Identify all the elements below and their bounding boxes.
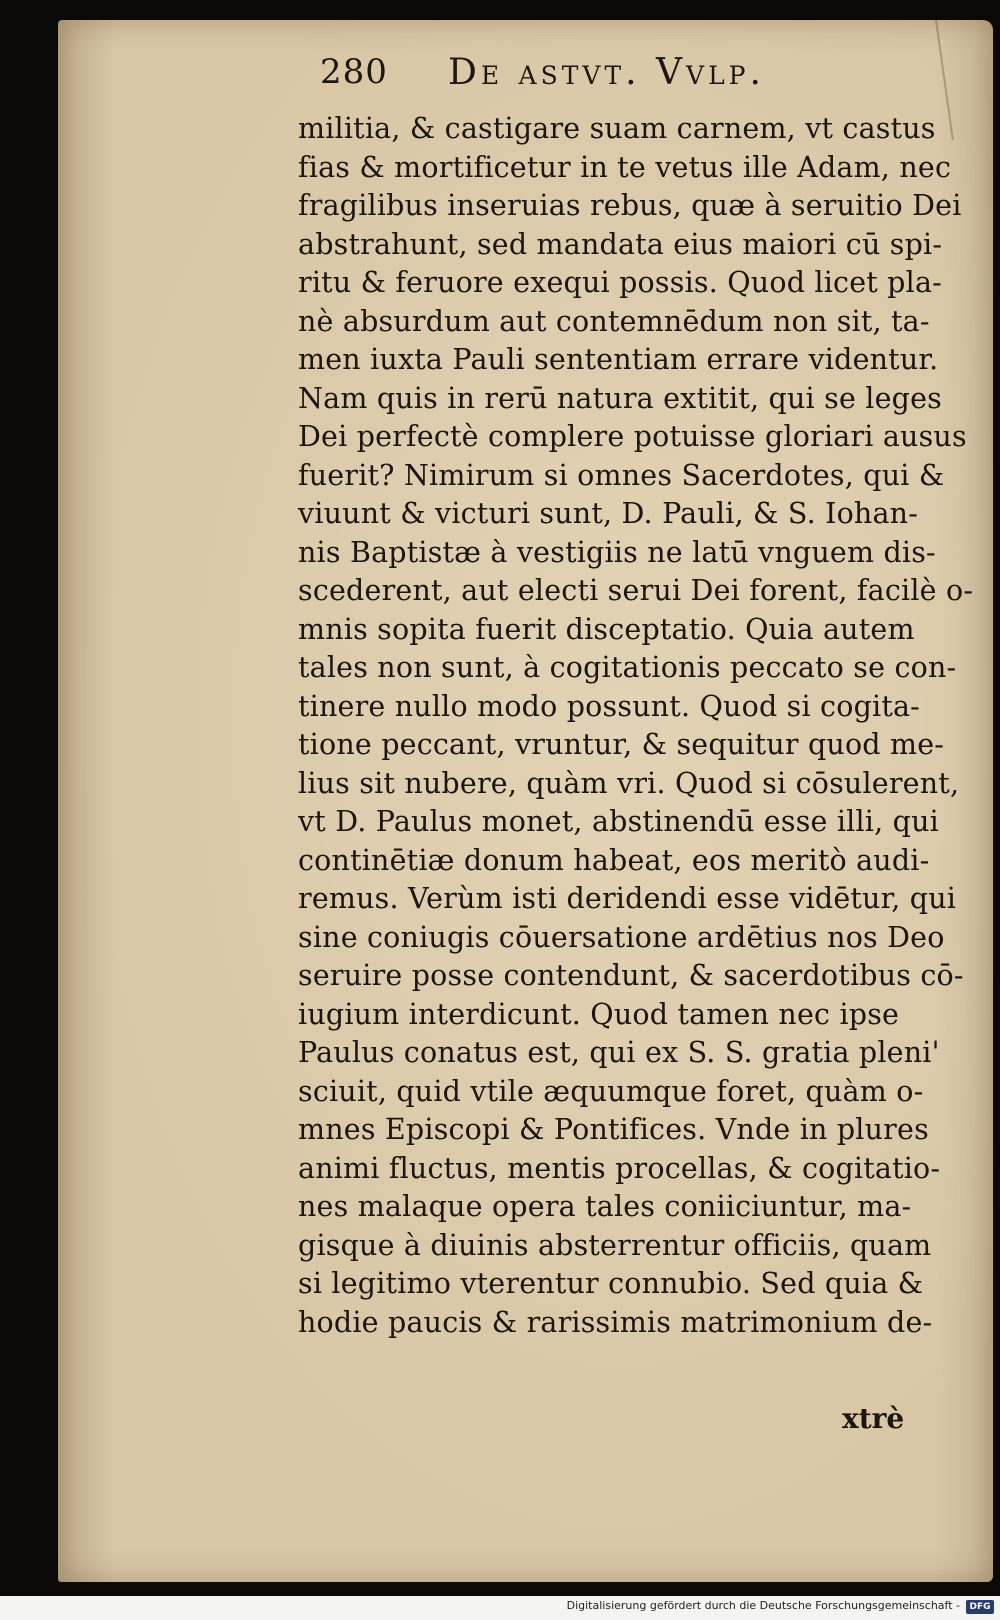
- dfg-logo: DFG: [966, 1600, 994, 1614]
- text-line: tales non sunt, à cogitationis peccato se con-: [298, 651, 957, 684]
- text-line: militia, & castigare suam carnem, vt castus: [298, 112, 936, 145]
- text-line: seruire posse contendunt, & sacerdotibus cō-: [298, 959, 964, 992]
- funding-credit: Digitalisierung gefördert durch die Deutsche Forschungsgemeinschaft -: [566, 1599, 960, 1612]
- text-line: vt D. Paulus monet, abstinendū esse illi, qui: [298, 805, 939, 838]
- text-line: lius sit nubere, quàm vri. Quod si cōsulerent,: [298, 766, 960, 800]
- text-line: men iuxta Pauli sententiam errare videntur.: [298, 343, 939, 376]
- text-line: iugium interdicunt. Quod tamen nec ipse: [298, 997, 900, 1031]
- text-line: ritu & feruore exequi possis. Quod licet pla-: [298, 266, 942, 299]
- text-line: tinere nullo modo possunt. Quod si cogita-: [298, 689, 921, 723]
- text-line: gisque à diuinis absterrentur officiis, quam: [298, 1228, 932, 1262]
- text-line: abstrahunt, sed mandata eius maiori cū spi-: [298, 227, 943, 261]
- running-title: De astvt. Vvlp.: [448, 52, 765, 93]
- text-line: animi fluctus, mentis procellas, & cogitatio-: [298, 1151, 941, 1185]
- text-line: continētiæ donum habeat, eos meritò audi-: [298, 843, 930, 877]
- text-line: mnis sopita fuerit disceptatio. Quia autem: [298, 612, 915, 646]
- running-head: [320, 48, 880, 98]
- text-line: nis Baptistæ à vestigiis ne latū vnguem dis-: [298, 535, 936, 569]
- text-line: si legitimo vterentur connubio. Sed quia &: [298, 1267, 924, 1300]
- text-line: fias & mortificetur in te vetus ille Adam, nec: [298, 150, 952, 184]
- text-line: viuunt & victuri sunt, D. Pauli, & S. Iohan-: [298, 497, 919, 530]
- text-line: Nam quis in rerū natura extitit, qui se leges: [298, 381, 942, 415]
- text-line: mnes Episcopi & Pontifices. Vnde in plures: [298, 1113, 929, 1146]
- text-line: sciuit, quid vtile æquumque foret, quàm o-: [298, 1074, 924, 1108]
- footer-strip: [0, 1596, 1000, 1620]
- text-line: hodie paucis & rarissimis matrimonium de-: [298, 1305, 933, 1339]
- text-line: nes malaque opera tales coniiciuntur, ma-: [298, 1190, 912, 1223]
- text-line: fuerit? Nimirum si omnes Sacerdotes, qui &: [298, 458, 945, 492]
- catchword: xtrè: [842, 1402, 905, 1435]
- text-line: nè absurdum aut contemnēdum non sit, ta-: [298, 304, 930, 338]
- text-line: tione peccant, vruntur, & sequitur quod me-: [298, 728, 945, 761]
- text-line: remus. Verùm isti deridendi esse vidētur, qui: [298, 882, 957, 915]
- text-line: fragilibus inseruias rebus, quæ à seruitio Dei: [298, 189, 962, 222]
- text-line: Paulus conatus est, qui ex S. S. gratia pleni': [298, 1036, 940, 1069]
- text-line: scederent, aut electi serui Dei forent, facilè o-: [298, 574, 974, 607]
- text-line: sine coniugis cōuersatione ardētius nos Deo: [298, 920, 945, 954]
- page-number: 280: [320, 52, 388, 92]
- text-line: Dei perfectè complere potuisse gloriari ausus: [298, 420, 967, 453]
- text-block: [298, 110, 974, 1342]
